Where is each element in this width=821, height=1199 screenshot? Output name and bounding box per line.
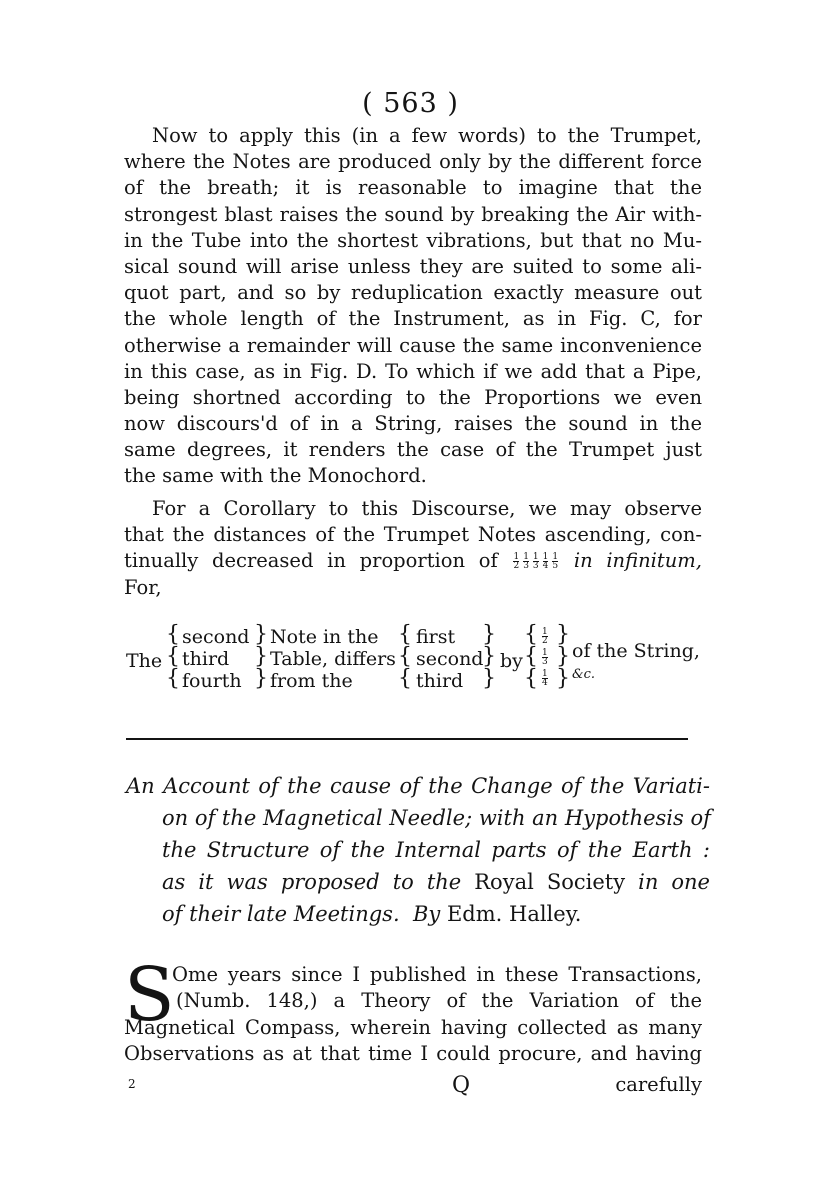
text-line: For a Corollary to this Discourse, we may observe xyxy=(152,497,702,520)
text-line: strongest blast raises the sound by breaking the Air with- xyxy=(124,202,702,226)
table-lead: The xyxy=(126,650,163,672)
text-line: being shortned according to the Proportions we even xyxy=(124,385,702,409)
text-line: in the Tube into the shortest vibrations, but that no Mu- xyxy=(124,228,702,252)
page-number: ( 563 ) xyxy=(362,88,459,119)
table-cell: second xyxy=(182,626,250,648)
text-fragment: tinually decreased in proportion of xyxy=(124,549,498,573)
fraction: $\frac{1}{4}$ xyxy=(542,552,549,572)
table-cell: Note in the xyxy=(270,626,379,648)
left-brace-icon: { { { xyxy=(166,622,180,691)
text-line: in this case, as in Fig. D. To which if we add that a Pipe, xyxy=(124,359,702,383)
table-col-fractions: 1 2 1 3 1 4 xyxy=(542,627,548,688)
text-line: of the breath; it is reasonable to imagine that the xyxy=(124,176,702,200)
horizontal-rule xyxy=(126,738,688,740)
table-col-phrase xyxy=(270,626,396,692)
fraction: $\frac{1}{3}$ xyxy=(532,552,539,572)
signature-letter: Q xyxy=(452,1073,471,1098)
text-line: For, xyxy=(124,575,162,599)
text-line: the same with the Monochord. xyxy=(124,464,427,488)
text-line: otherwise a remainder will cause the same inconvenience xyxy=(124,333,702,357)
text-line: where the Notes are produced only by the different force xyxy=(124,150,702,174)
paragraph-trumpet xyxy=(124,123,702,490)
text-line: now discours'd of in a String, raises the sound in the xyxy=(124,412,702,436)
text-line: the whole length of the Instrument, as in Fig. C, for xyxy=(124,307,702,331)
paragraph-corollary xyxy=(124,496,702,601)
table-cell: third xyxy=(182,648,230,670)
fraction: $\frac{1}{3}$ xyxy=(523,552,529,572)
right-brace-icon: } } } xyxy=(254,622,268,691)
text-line: Ome years since I published in these Transactions, xyxy=(172,963,702,986)
text-fragment-italic: in infinitum, xyxy=(573,549,702,573)
title-line: as it was proposed to the Royal Society in one xyxy=(162,870,710,894)
right-brace-icon: } } } xyxy=(482,622,496,691)
article-title xyxy=(126,770,710,930)
right-brace-icon: } } } xyxy=(556,622,570,691)
left-brace-icon: { { { xyxy=(398,622,412,691)
text-line: Now to apply this (in a few words) to the Trumpet, xyxy=(152,124,702,147)
title-line: the Structure of the Internal parts of the Earth : xyxy=(162,838,710,862)
table-cell: first xyxy=(416,626,456,648)
fraction: $\frac{1}{5}$ xyxy=(552,552,559,572)
table-etc: &c. xyxy=(572,667,595,682)
text-line: that the distances of the Trumpet Notes ascending, con- xyxy=(124,523,702,547)
left-brace-icon: { { { xyxy=(524,622,538,691)
paragraph-variation xyxy=(124,962,702,1068)
table-by: by xyxy=(500,650,523,672)
text-line: (Numb. 148,) a Theory of the Variation of the xyxy=(176,989,702,1013)
text-line: sical sound will arise unless they are suited to some ali- xyxy=(124,254,702,278)
text-line: Observations as at that time I could procure, and having xyxy=(124,1042,702,1066)
table-tail: of the String, xyxy=(572,640,700,662)
table-cell: fourth xyxy=(182,670,242,692)
table-cell: third xyxy=(416,670,464,692)
text-line: Magnetical Compass, wherein having collected as many xyxy=(124,1015,702,1039)
title-line: An Account of the cause of the Change of the Variati- xyxy=(126,774,710,798)
table-col-positions xyxy=(416,626,483,692)
table-cell: Table, differs xyxy=(270,648,396,670)
text-line-fractions xyxy=(124,548,702,574)
fraction: $\frac{1}{2}$ xyxy=(513,552,520,572)
table-col-ordinals xyxy=(182,626,249,692)
brace-table xyxy=(126,622,706,702)
catchword: carefully xyxy=(615,1073,702,1096)
table-cell: from the xyxy=(270,670,353,692)
text-line: quot part, and so by reduplication exactly measure out xyxy=(124,281,702,305)
title-line: of their late Meetings. By Edm. Halley. xyxy=(162,902,582,926)
drop-cap: S xyxy=(124,952,175,1038)
signature-mark: 2 xyxy=(128,1077,136,1091)
text-line: same degrees, it renders the case of the Trumpet just xyxy=(124,438,702,462)
table-cell: second xyxy=(416,648,484,670)
title-line: on of the Magnetical Needle; with an Hypothesis of xyxy=(162,806,711,830)
